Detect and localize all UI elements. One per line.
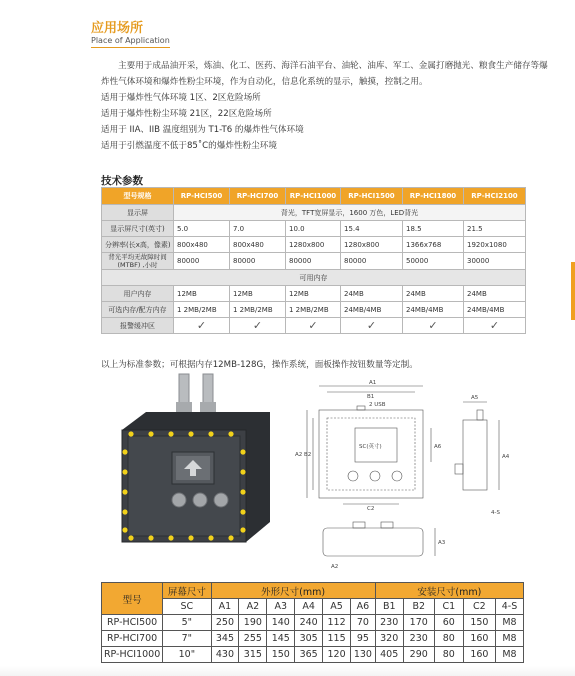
dim-cell: 5" [163,615,211,631]
spec-cell: 12MB [286,286,341,302]
dim-label: C2 [367,506,375,512]
spec-cell: 21.5 [464,221,526,237]
side-view-outline [463,420,487,490]
bottom-gland [381,522,393,528]
dim-subheader: B2 [403,599,434,615]
dim-cell: 315 [239,647,267,663]
spec-cell: 18.5 [403,221,464,237]
control-button [172,493,186,507]
row-label: 显示屏尺寸(英寸) [102,221,174,237]
dim-label: A1 [369,380,377,386]
dim-cell: 140 [267,615,295,631]
spec-cell: 80000 [230,253,286,270]
dim-subheader: A3 [267,599,295,615]
title-underline [91,47,170,48]
spec-row [102,221,526,237]
spec-cell: 1920x1080 [464,237,526,253]
dim-cell: 150 [463,615,495,631]
dim-cell: 190 [239,615,267,631]
spec-row [102,270,526,286]
dim-label: A2 B2 [295,452,312,458]
dim-cell: M8 [495,631,523,647]
row-label: 用户内存 [102,286,174,302]
row-label: 显示屏 [102,205,174,221]
dim-cell: 10" [163,647,211,663]
dim-cell: 95 [351,631,376,647]
row-label: 报警缓冲区 [102,318,174,334]
spec-cell: 1280x800 [341,237,403,253]
spec-cell: 24MB [403,286,464,302]
page-edge-marker [571,262,575,320]
spec-cell: 24MB [341,286,403,302]
dim-label: A5 [471,395,479,401]
application-text [101,58,548,154]
spec-cell: 80000 [174,253,230,270]
dim-cell: 145 [267,631,295,647]
dim-cell: 160 [463,631,495,647]
screen-size-label: SC(英寸) [359,444,382,450]
row-label: 分辨率(长x高，像素) [102,237,174,253]
spec-cell: 10.0 [286,221,341,237]
usb-label: 2 USB [369,402,386,408]
dim-header-model: 型号 [102,583,163,615]
dim-cell: 230 [375,615,403,631]
button-outline [392,471,402,481]
dim-subheader: A4 [295,599,323,615]
dim-cell: 250 [211,615,239,631]
spec-cell: 800x480 [174,237,230,253]
page-bottom-edge [0,666,575,676]
dim-cell: 365 [295,647,323,663]
dim-label: B1 [367,394,375,400]
dim-cell: 70 [351,615,376,631]
spec-row [102,237,526,253]
spec-row [102,253,526,270]
spec-cell: 80000 [341,253,403,270]
dim-cell: 430 [211,647,239,663]
dim-header-screen: 屏幕尺寸 [163,583,211,599]
dim-model: RP-HCI1000 [102,647,163,663]
spec-row [102,302,526,318]
product-photo [100,372,290,552]
spec-cell: 800x480 [230,237,286,253]
dim-subheader: A5 [323,599,351,615]
bottom-gland [353,522,365,528]
dim-model: RP-HCI700 [102,631,163,647]
check-mark: ✓ [403,318,464,334]
intro-paragraph: 主要用于成品油开采，炼油、化工、医药、海洋石油平台、油轮、油库、军工、金属打磨抛光、粮食生产储存等爆炸性气体环境和爆炸性粉尘环境，作为自动化，信息化系统的显示，触摸，控制之用。 [101,61,548,87]
standard-note: 以上为标准参数；可根据内存12MB-128G，操作系统，面板操作按钮数量等定制。 [101,360,418,370]
usb-port [357,406,365,410]
spec-row [102,286,526,302]
dim-subheader: C2 [463,599,495,615]
dim-cell: 255 [239,631,267,647]
side-bracket [455,464,463,474]
spec-header: RP-HCI500 [174,188,230,205]
spec-cell: 50000 [403,253,464,270]
dim-cell: 150 [267,647,295,663]
spec-cell: 12MB [230,286,286,302]
dim-model: RP-HCI500 [102,615,163,631]
control-button [193,493,207,507]
application-line: 适用于爆炸性气体环境 1区、2区危险场所 [101,93,261,103]
cable-gland-nut [176,402,192,412]
spec-cell: 1 2MB/2MB [286,302,341,318]
dim-cell: M8 [495,615,523,631]
check-mark: ✓ [464,318,526,334]
spec-cell: 1280x800 [286,237,341,253]
dim-cell: 290 [403,647,434,663]
dim-subheader-row [102,599,524,615]
dim-row [102,615,524,631]
spec-cell: 24MB/4MB [464,302,526,318]
spec-header-row [102,188,526,205]
spec-header: RP-HCI1500 [341,188,403,205]
spec-header: RP-HCI1800 [403,188,464,205]
dim-header-row [102,583,524,599]
dim-subheader: SC [163,599,211,615]
dim-row [102,631,524,647]
spec-cell: 5.0 [174,221,230,237]
side-gland [477,410,483,420]
application-line: 适用于爆炸性粉尘环境 21区，22区危险场所 [101,109,272,119]
spec-row [102,205,526,221]
technical-drawing [295,380,525,575]
spec-cell: 15.4 [341,221,403,237]
dim-cell: 80 [434,631,463,647]
button-outline [348,471,358,481]
spec-cell: 1 2MB/2MB [174,302,230,318]
dim-label: 4-S [491,510,500,516]
dim-label: A2 [331,564,339,570]
dim-cell: 405 [375,647,403,663]
dim-subheader: A6 [351,599,376,615]
spec-cell: 7.0 [230,221,286,237]
dimension-table [101,582,524,663]
spec-cell: 30000 [464,253,526,270]
spec-cell: 24MB/4MB [403,302,464,318]
spec-header: 型号规格 [102,188,174,205]
spec-row [102,318,526,334]
spec-cell: 背光，TFT宽屏显示，1600 万色，LED背光 [174,205,526,221]
spec-header: RP-HCI1000 [286,188,341,205]
dim-cell: 115 [323,631,351,647]
row-label: 可选内存/配方内存 [102,302,174,318]
application-line: 适用于 IIA、IIB 温度组别为 T1-T6 的爆炸性气体环境 [101,125,304,135]
spec-cell: 24MB/4MB [341,302,403,318]
dim-cell: 305 [295,631,323,647]
cable-gland-nut [200,402,216,412]
dim-cell: 240 [295,615,323,631]
dim-label: A6 [434,444,442,450]
dim-cell: 112 [323,615,351,631]
spec-cell: 1366x768 [403,237,464,253]
dim-subheader: 4-S [495,599,523,615]
dim-cell: 170 [403,615,434,631]
dim-cell: 120 [323,647,351,663]
dim-subheader: A2 [239,599,267,615]
dim-cell: 60 [434,615,463,631]
spec-cell: 24MB [464,286,526,302]
section-subtitle: Place of Application [91,36,170,45]
section-title: 应用场所 [91,21,144,36]
dim-subheader: B1 [375,599,403,615]
row-label: 背光平均无故障时间 (MTBF) ,小时 [102,253,174,270]
spec-cell: 12MB [174,286,230,302]
front-view-outline [319,410,423,498]
bottom-view-outline [323,528,423,556]
dim-subheader: A1 [211,599,239,615]
dim-cell: 160 [463,647,495,663]
dim-cell: 80 [434,647,463,663]
front-panel [128,436,240,536]
dim-row [102,647,524,663]
memory-header: 可用内存 [102,270,526,286]
button-outline [370,471,380,481]
spec-table [101,187,526,334]
spec-cell: 80000 [286,253,341,270]
check-mark: ✓ [286,318,341,334]
dim-label: A3 [438,540,446,546]
dim-cell: 230 [403,631,434,647]
dim-cell: 320 [375,631,403,647]
dim-cell: 7" [163,631,211,647]
control-button [214,493,228,507]
check-mark: ✓ [174,318,230,334]
dim-header-outline: 外形尺寸(mm) [211,583,375,599]
dim-cell: 345 [211,631,239,647]
spec-header: RP-HCI2100 [464,188,526,205]
dim-cell: M8 [495,647,523,663]
dim-header-install: 安装尺寸(mm) [375,583,523,599]
check-mark: ✓ [230,318,286,334]
dim-subheader: C1 [434,599,463,615]
dim-label: A4 [502,454,510,460]
dim-cell: 130 [351,647,376,663]
tech-title: 技术参数 [101,175,143,187]
check-mark: ✓ [341,318,403,334]
spec-cell: 1 2MB/2MB [230,302,286,318]
application-line: 适用于引燃温度不低于85˚C的爆炸性粉尘环境 [101,141,277,151]
spec-header: RP-HCI700 [230,188,286,205]
